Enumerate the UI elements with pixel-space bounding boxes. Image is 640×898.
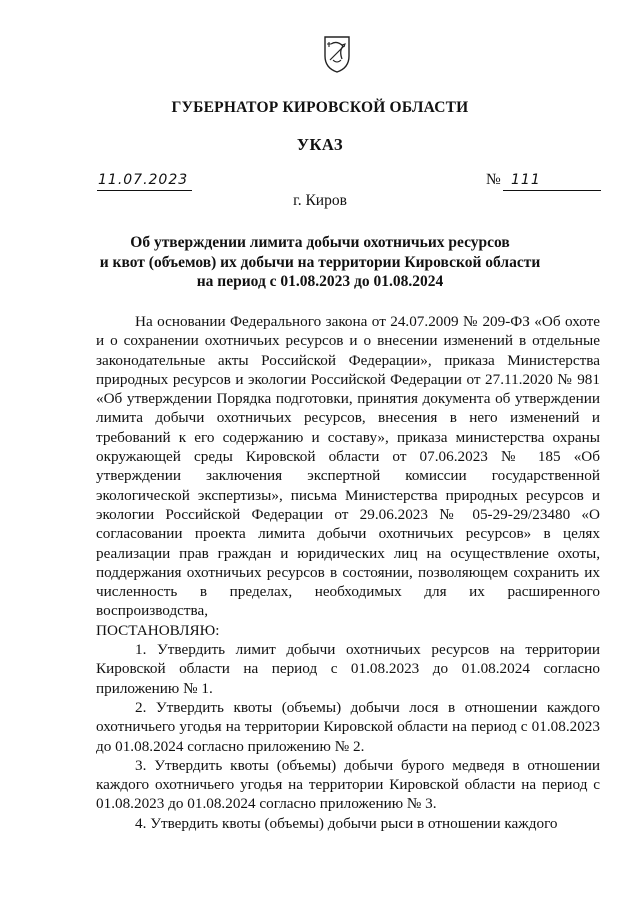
issue-city: г. Киров	[293, 192, 347, 209]
preamble-paragraph: На основании Федерального закона от 24.07.2009 № 209-ФЗ «Об охоте и о сохранении охотничьих ресурсов и о внесении изменений в отдельные законодательные акты Российской Федерации», приказа Министерства природных ресурсов и экологии Российской Федерации от 27.11.2020 № 981 «Об утверждении Порядка подготовки, принятия документа об утверждении лимита добычи охотничьих ресурсов, внесения в него изменений и требований к его содержанию и составу», приказа министерства охраны окружающей среды Кировской области от 07.06.2023 № 185 «Об утверждении заключения экспертной комиссии государственной экологической экспертизы», письма Министерства природных ресурсов и экологии Российской Федерации от 29.06.2023 № 05-29-29/23480 «О согласовании проекта лимита добычи охотничьих ресурсов» в целях реализации прав граждан и юридических лиц на осуществление охоты, поддержания охотничьих ресурсов в состоянии, позволяющем сохранить их численность в пределах, необходимых для их расширенного воспроизводства,	[96, 313, 600, 620]
decree-item: 2. Утвердить квоты (объемы) добычи лося в отношении каждого охотничьего угодья на территории Кировской области на период с 01.08.2023 до 01.08.2024 согласно приложению № 2.	[96, 698, 600, 755]
issuer-heading: ГУБЕРНАТОР КИРОВСКОЙ ОБЛАСТИ	[171, 99, 469, 116]
document-body	[96, 312, 600, 833]
number-sign: №	[486, 171, 501, 188]
decree-item: 3. Утвердить квоты (объемы) добычи бурого медведя в отношении каждого охотничьего угодья на территории Кировской области на период с 01.08.2023 до 01.08.2024 согласно приложению № 3.	[96, 756, 600, 813]
document-date: 11.07.2023	[98, 172, 189, 188]
document-number: 111	[511, 172, 541, 188]
decree-item: 4. Утвердить квоты (объемы) добычи рыси в отношении каждого	[135, 814, 558, 832]
document-title	[90, 233, 550, 292]
decree-item: 1. Утвердить лимит добычи охотничьих ресурсов на территории Кировской области на период с 01.08.2023 до 01.08.2024 согласно приложению № 1.	[96, 641, 600, 697]
coat-of-arms-icon	[322, 34, 352, 74]
title-line: на период с 01.08.2023 до 01.08.2024	[196, 273, 444, 290]
document-type-heading: УКАЗ	[296, 135, 344, 154]
title-line: Об утверждении лимита добычи охотничьих ресурсов	[130, 234, 510, 251]
title-line: и квот (объемов) их добычи на территории Кировской области	[99, 253, 541, 271]
decree-word: ПОСТАНОВЛЯЮ:	[96, 621, 220, 639]
